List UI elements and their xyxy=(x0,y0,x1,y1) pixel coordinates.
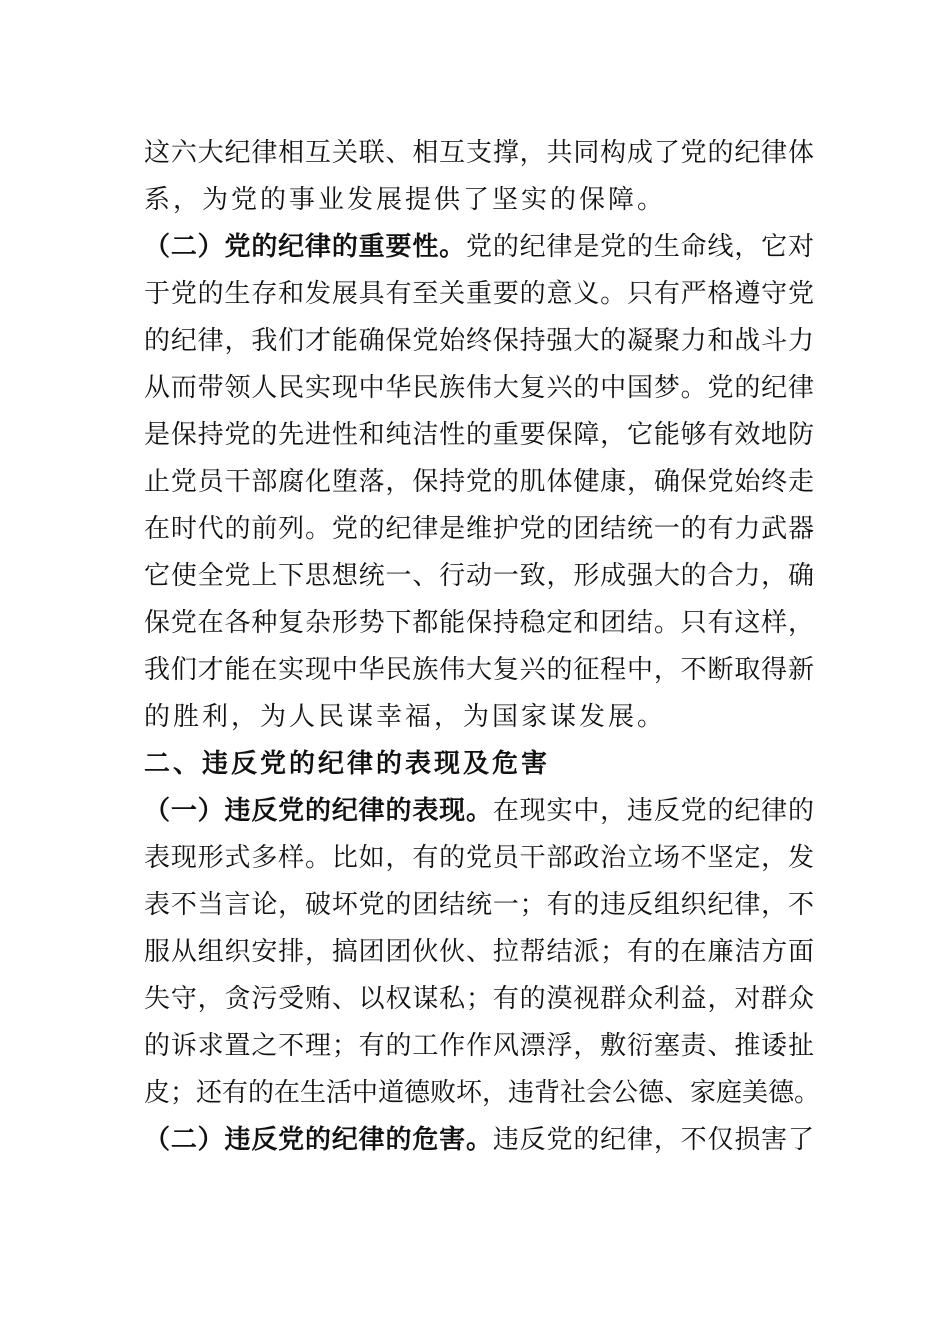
p2-line-9: 保党在各种复杂形势下都能保持稳定和团结。只有这样， xyxy=(144,608,814,638)
p2-line-3: 的纪律，我们才能确保党始终保持强大的凝聚力和战斗力 xyxy=(144,326,814,356)
p2-line-1 xyxy=(144,230,814,264)
p3-line-3: 表不当言论，破坏党的团结统一；有的违反组织纪律，不 xyxy=(144,890,814,920)
p3-heading: （一）违反党的纪律的表现。 xyxy=(144,796,493,826)
p2-line-7: 在时代的前列。党的纪律是维护党的团结统一的有力武器 xyxy=(144,514,814,544)
p3-line-7: 皮；还有的在生活中道德败坏，违背社会公德、家庭美德。 xyxy=(144,1078,821,1108)
p2-line-5: 是保持党的先进性和纯洁性的重要保障，它能够有效地防 xyxy=(144,420,814,450)
p2-line-1-rest: 党的纪律是党的生命线，它对 xyxy=(466,232,814,262)
p1-line-2: 系，为党的事业发展提供了坚实的保障。 xyxy=(144,185,667,215)
p2-heading: （二）党的纪律的重要性。 xyxy=(144,232,466,262)
p2-line-6: 止党员干部腐化堕落，保持党的肌体健康，确保党始终走 xyxy=(144,467,814,497)
p2-line-8: 它使全党上下思想统一、行动一致，形成强大的合力，确 xyxy=(144,561,814,591)
p2-line-2: 于党的生存和发展具有至关重要的意义。只有严格遵守党 xyxy=(144,279,814,309)
p3-line-1 xyxy=(144,794,814,828)
section-2-title: 二、违反党的纪律的表现及危害 xyxy=(144,749,551,779)
p3-line-5: 失守，贪污受贿、以权谋私；有的漠视群众利益，对群众 xyxy=(144,984,814,1014)
p2-line-11: 的胜利，为人民谋幸福，为国家谋发展。 xyxy=(144,702,667,732)
p4-line-1-rest: 违反党的纪律，不仅损害了 xyxy=(492,1125,814,1155)
p4-line-1 xyxy=(144,1123,814,1157)
p4-heading: （二）违反党的纪律的危害。 xyxy=(144,1125,493,1155)
p2-line-4: 从而带领人民实现中华民族伟大复兴的中国梦。党的纪律 xyxy=(144,373,814,403)
p1-line-1: 这六大纪律相互关联、相互支撑，共同构成了党的纪律体 xyxy=(144,138,814,168)
p2-line-10: 我们才能在实现中华民族伟大复兴的征程中，不断取得新 xyxy=(144,655,814,685)
p3-line-4: 服从组织安排，搞团团伙伙、拉帮结派；有的在廉洁方面 xyxy=(144,937,814,967)
p3-line-1-rest: 在现实中，违反党的纪律的 xyxy=(492,796,814,826)
p3-line-2: 表现形式多样。比如，有的党员干部政治立场不坚定，发 xyxy=(144,843,814,873)
p3-line-6: 的诉求置之不理；有的工作作风漂浮，敷衍塞责、推诿扯 xyxy=(144,1031,814,1061)
